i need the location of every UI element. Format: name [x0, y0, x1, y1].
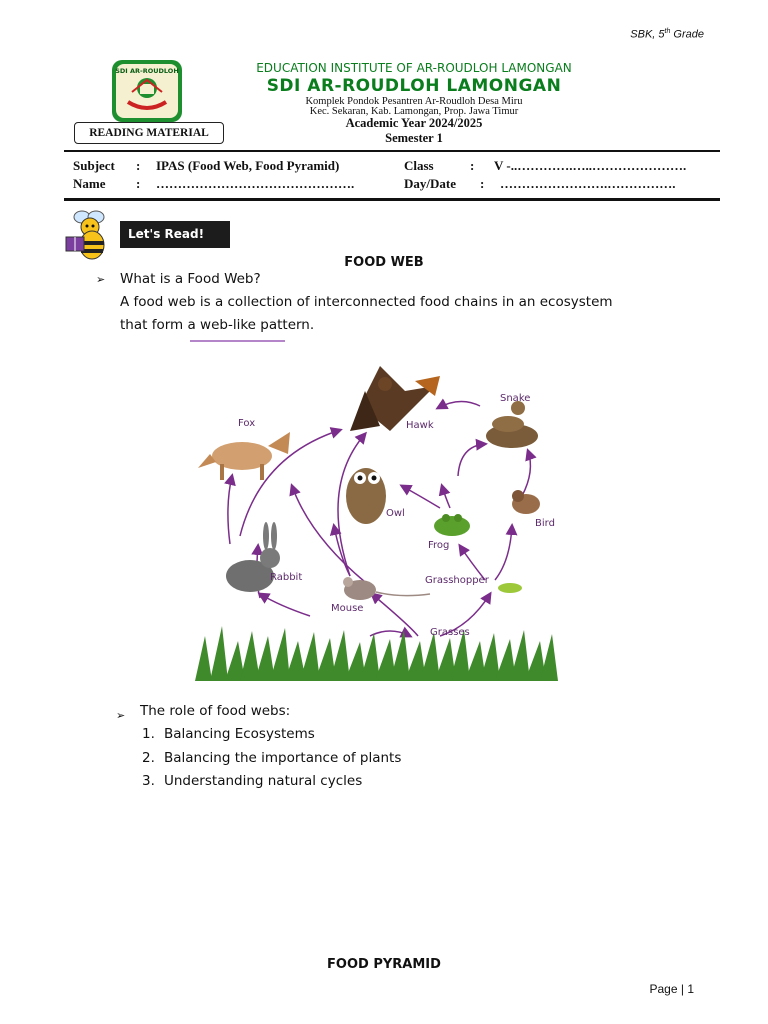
food-web-diagram: [190, 336, 570, 686]
mouse-illustration: [343, 577, 430, 600]
label-rabbit: Rabbit: [270, 572, 303, 583]
label-grasshopper: Grasshopper: [425, 575, 489, 586]
arrow-grass-rabbit: [260, 594, 310, 616]
date-label: Day/Date: [404, 176, 456, 191]
institute-name: EDUCATION INSTITUTE OF AR-ROUDLOH LAMONGAN: [256, 61, 572, 75]
name-colon: :: [136, 176, 141, 191]
class-value[interactable]: V -..………….…..………………….: [494, 158, 687, 173]
address-line-1: Komplek Pondok Pesantren Ar-Roudloh Desa Miru: [305, 96, 523, 107]
header-rule-bottom: [64, 198, 720, 201]
date-colon: :: [480, 176, 485, 191]
food-pyramid-heading: FOOD PYRAMID: [327, 957, 441, 972]
list-item: 1. Balancing Ecosystems: [142, 726, 315, 742]
academic-year: Academic Year 2024/2025: [345, 116, 483, 130]
label-fox: Fox: [238, 418, 256, 429]
semester: Semester 1: [385, 131, 443, 145]
subject-value: IPAS (Food Web, Food Pyramid): [156, 158, 340, 173]
arrow-grass-mouse-2: [372, 594, 418, 636]
header-rule-top: [64, 150, 720, 152]
arrow-frog-snake: [442, 486, 450, 508]
class-colon: :: [470, 158, 475, 173]
roles-heading: The role of food webs:: [140, 703, 291, 719]
date-value[interactable]: …………………….…………….: [500, 176, 676, 191]
definition-line-2: that form a web-like pattern.: [120, 317, 315, 333]
fox-illustration: [198, 432, 290, 480]
class-label: Class: [404, 158, 434, 173]
subject-colon: :: [136, 158, 141, 173]
owl-illustration: [346, 468, 386, 524]
arrow-frog-snake-2: [458, 444, 485, 476]
address-line-2: Kec. Sekaran, Kab. Lamongan, Prop. Jawa Timur: [309, 106, 519, 117]
reading-material-label: READING MATERIAL: [74, 122, 224, 144]
label-mouse: Mouse: [331, 603, 364, 614]
arrow-snake-hawk: [438, 401, 480, 408]
snake-illustration: [486, 401, 538, 448]
label-grasses: Grasses: [430, 627, 470, 638]
arrow-rabbit-fox-2: [228, 476, 232, 544]
bullet-arrow-icon: ➢: [96, 273, 106, 286]
food-web-arrows: [228, 401, 531, 636]
arrow-frog-owl: [402, 486, 440, 508]
list-item: 3. Understanding natural cycles: [142, 773, 363, 789]
grasshopper-illustration: [498, 583, 522, 593]
definition-line-1: A food web is a collection of interconnected food chains in an ecosystem: [120, 294, 613, 310]
food-web-heading: FOOD WEB: [344, 255, 424, 270]
school-name: SDI AR-ROUDLOH LAMONGAN: [266, 76, 562, 96]
logo-text: SDI AR-ROUDLOH: [115, 67, 179, 75]
grass-illustration: [195, 626, 558, 681]
name-label: Name: [73, 176, 106, 191]
roles-list: [142, 723, 401, 794]
list-item: 2. Balancing the importance of plants: [142, 749, 402, 766]
frog-illustration: [434, 514, 470, 536]
label-owl: Owl: [386, 508, 405, 519]
page-number: Page | 1: [649, 982, 694, 996]
subject-label: Subject: [73, 158, 115, 173]
label-frog: Frog: [428, 540, 450, 551]
label-hawk: Hawk: [406, 420, 434, 431]
label-snake: Snake: [500, 393, 531, 404]
name-value[interactable]: ……………………………………….: [156, 176, 355, 191]
grade-tag: SBK, 5th Grade: [630, 28, 704, 41]
label-bird: Bird: [535, 518, 555, 529]
roles-bullet-icon: ➢: [116, 709, 126, 722]
question-text: What is a Food Web?: [120, 271, 261, 287]
lets-read-banner: Let's Read!: [120, 221, 230, 248]
arrow-grasshopper-bird: [495, 526, 512, 580]
arrow-bird-snake: [522, 451, 530, 496]
bird-illustration: [512, 490, 540, 514]
